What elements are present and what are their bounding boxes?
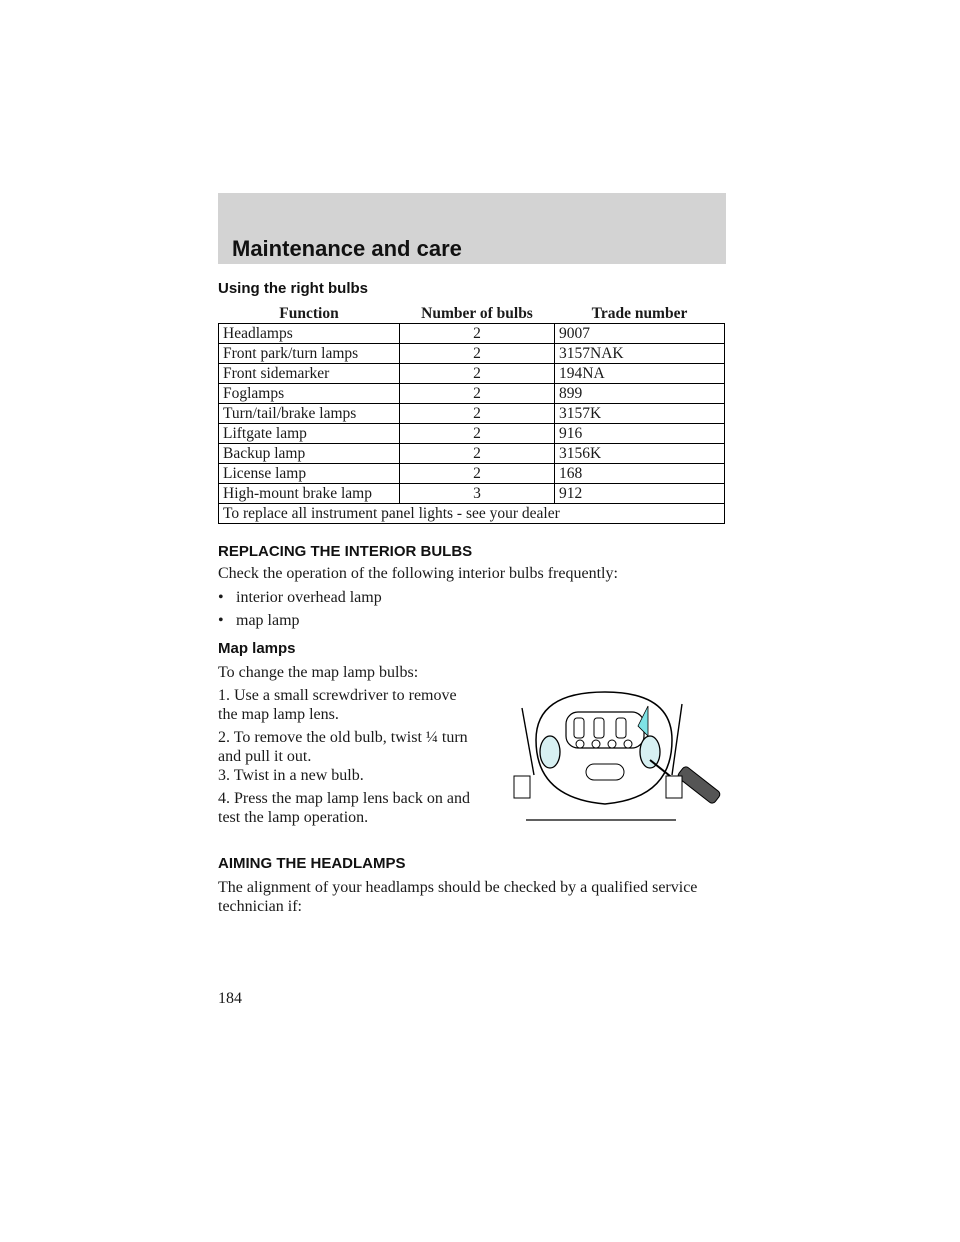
bullet-dot: • xyxy=(218,589,224,606)
function-cell: Foglamps xyxy=(219,384,400,404)
table-row xyxy=(219,424,725,444)
page-title: Maintenance and care xyxy=(232,236,462,261)
count-cell: 2 xyxy=(400,464,555,484)
list-item xyxy=(218,611,300,630)
count-cell: 2 xyxy=(400,424,555,444)
function-cell: Liftgate lamp xyxy=(219,424,400,444)
count-cell: 2 xyxy=(400,364,555,384)
table-header-row xyxy=(219,304,725,324)
table-row xyxy=(219,484,725,504)
count-cell: 2 xyxy=(400,384,555,404)
step-3: 3. Twist in a new bulb. xyxy=(218,767,364,784)
step-1: 1. Use a small screwdriver to remove the map lamp lens. xyxy=(218,687,457,723)
count-cell: 2 xyxy=(400,344,555,364)
count-cell: 2 xyxy=(400,444,555,464)
function-cell: Headlamps xyxy=(219,324,400,344)
step-2: 2. To remove the old bulb, twist ¼ turn and pull it out. xyxy=(218,729,468,765)
table-footnote-row xyxy=(219,504,725,524)
function-cell: High-mount brake lamp xyxy=(219,484,400,504)
map-lamps-intro: To change the map lamp bulbs: xyxy=(218,664,419,681)
trade-cell: 912 xyxy=(555,484,725,504)
page-number: 184 xyxy=(218,990,242,1007)
table-row xyxy=(219,464,725,484)
count-cell: 2 xyxy=(400,404,555,424)
trade-cell: 9007 xyxy=(555,324,725,344)
interior-intro: Check the operation of the following interior bulbs frequently: xyxy=(218,565,618,582)
trade-cell: 194NA xyxy=(555,364,725,384)
col-function: Function xyxy=(219,304,400,324)
function-cell: Front sidemarker xyxy=(219,364,400,384)
function-cell: Backup lamp xyxy=(219,444,400,464)
map-lamps-heading: Map lamps xyxy=(218,640,296,657)
trade-cell: 3157NAK xyxy=(555,344,725,364)
count-cell: 2 xyxy=(400,324,555,344)
function-cell: Turn/tail/brake lamps xyxy=(219,404,400,424)
trade-cell: 168 xyxy=(555,464,725,484)
aiming-text: The alignment of your headlamps should be checked by a qualified service technician if: xyxy=(218,879,698,915)
function-cell: License lamp xyxy=(219,464,400,484)
trade-cell: 916 xyxy=(555,424,725,444)
aiming-heading: AIMING THE HEADLAMPS xyxy=(218,855,406,872)
table-row xyxy=(219,444,725,464)
function-cell: Front park/turn lamps xyxy=(219,344,400,364)
col-trade: Trade number xyxy=(555,304,725,324)
table-row xyxy=(219,344,725,364)
interior-heading: REPLACING THE INTERIOR BULBS xyxy=(218,543,473,560)
trade-cell: 899 xyxy=(555,384,725,404)
map-lamp-illustration xyxy=(500,680,730,830)
step-4: 4. Press the map lamp lens back on and test the lamp operation. xyxy=(218,790,470,826)
trade-cell: 3156K xyxy=(555,444,725,464)
table-row xyxy=(219,364,725,384)
bulb-table xyxy=(218,304,725,524)
table-row xyxy=(219,384,725,404)
table-row xyxy=(219,324,725,344)
table-row xyxy=(219,404,725,424)
trade-cell: 3157K xyxy=(555,404,725,424)
bullet-dot: • xyxy=(218,612,224,629)
col-number: Number of bulbs xyxy=(400,304,555,324)
table-footnote: To replace all instrument panel lights - see your dealer xyxy=(219,504,725,524)
list-item xyxy=(218,588,382,607)
count-cell: 3 xyxy=(400,484,555,504)
bulbs-heading: Using the right bulbs xyxy=(218,280,368,297)
bullet-text: map lamp xyxy=(236,612,300,629)
bullet-text: interior overhead lamp xyxy=(236,589,382,606)
